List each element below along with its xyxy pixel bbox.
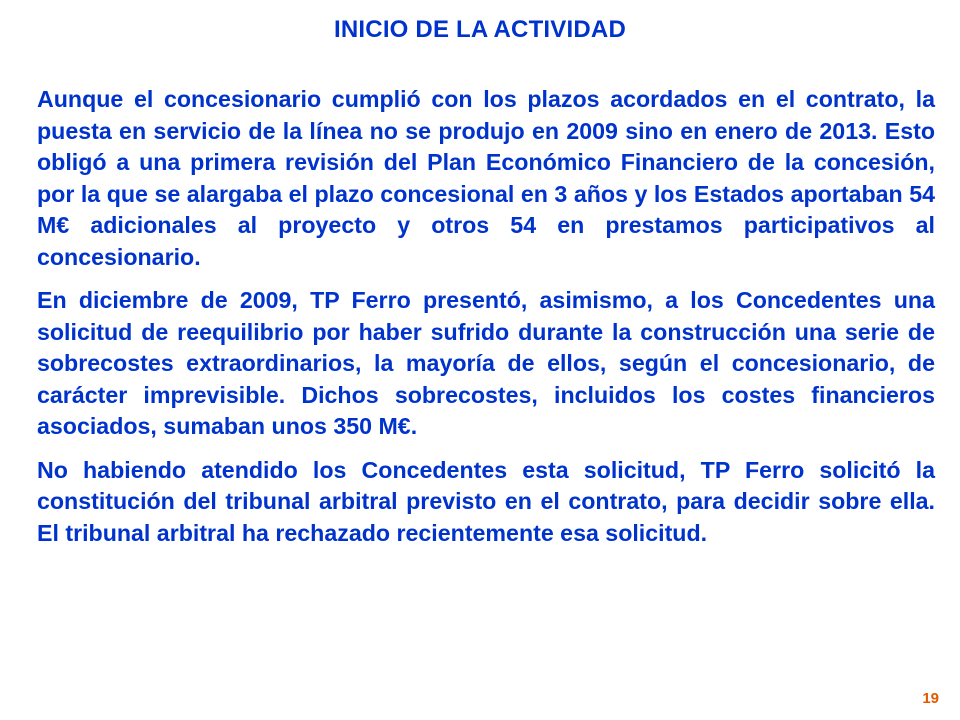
paragraph-2: En diciembre de 2009, TP Ferro presentó, asimismo, a los Concedentes una solicitud de reequilibrio por haber sufrido durante la construcción una serie de sobrecostes extraordinarios, la mayoría de ellos, según el concesionario, de carácter imprevisible. Dichos sobrecostes, incluidos los costes financieros asociados, sumaban unos 350 M€. [37,287,935,439]
page-number: 19 [922,690,939,707]
slide-title: INICIO DE LA ACTIVIDAD [334,16,626,43]
paragraph-1: Aunque el concesionario cumplió con los plazos acordados en el contrato, la puesta en servicio de la línea no se produjo en 2009 sino en enero de 2013. Esto obligó a una primera revisión del Plan Económico Financiero de la concesión, por la que se alargaba el plazo concesional en 3 años y los Estados aportaban 54 M€ adicionales al proyecto y otros 54 en prestamos participativos al concesionario. [37,86,935,270]
slide-body [37,84,935,549]
paragraph-3: No habiendo atendido los Concedentes esta solicitud, TP Ferro solicitó la constitución del tribunal arbitral previsto en el contrato, para decidir sobre ella. El tribunal arbitral ha rechazado recientemente esa solicitud. [37,456,935,546]
